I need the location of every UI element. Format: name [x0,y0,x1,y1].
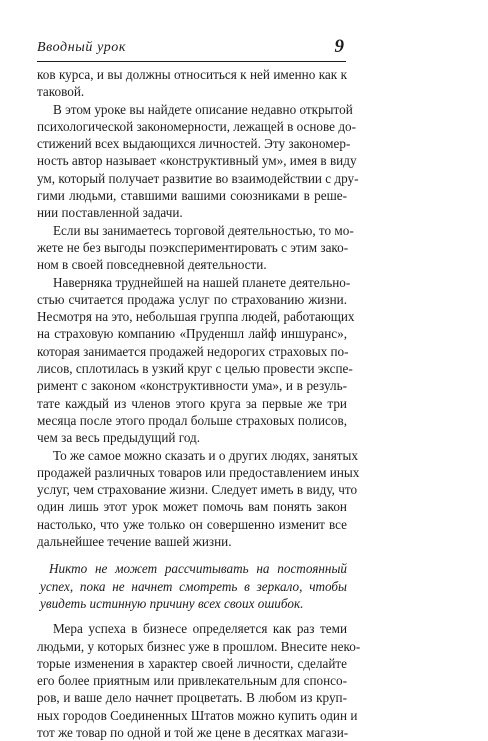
text-line: тот же товар по одной и той же цене в десятках магази- [37,724,349,740]
paragraph [37,447,360,551]
page-number: 9 [334,36,344,57]
text-line: продажей различных товаров или предоставлением иных [37,464,360,480]
text-line: ных городов Соединенных Штатов можно купить один и [37,707,358,723]
paragraph [37,222,354,274]
spacer [37,550,347,560]
text-line: Несмотря на это, небольшая группа людей, работающих [37,309,355,325]
paragraph [37,274,355,447]
text-line: людьми, у которых бизнес уже в прошлом. Внесите неко- [37,638,361,654]
text-line: на страховую компанию «Пруденшл лайф иншуранс», [37,326,347,342]
text-line: Наверняка труднейшей на нашей планете деятельно- [53,274,351,290]
text-line: нии поставленной задачи. [37,205,183,221]
text-line: гими людьми, ставшими вашими союзниками в реше- [37,188,347,204]
paragraph [37,620,361,741]
text-line: ум, который получает развитие во взаимодействии с дру- [37,170,359,186]
text-line: которая занимается продажей недорогих страховых по- [37,343,349,359]
text-line: Мера успеха в бизнесе определяется как раз теми [53,621,347,637]
text-line: таковой. [37,84,85,100]
text-line: ков курса, и вы должны относиться к ней именно как к [37,67,347,82]
text-line: стью считается продажа услуг по страхованию жизни. [37,291,347,307]
text-line: чем за весь предыдущий год. [37,430,201,446]
text-line: один лишь этот урок может помочь вам понять закон [37,499,347,515]
text-line: стижений всех выдающихся личностей. Эту закономер- [37,136,351,152]
spacer [37,612,347,620]
chapter-title: Вводный урок [37,40,127,55]
text-line: психологической закономерности, лежащей в основе до- [37,118,357,134]
paragraph [37,101,359,222]
text-line: месяца после этого продал больше страховых полисов, [37,412,347,428]
text-line: его более приятным или привлекательным для спонсо- [37,673,347,689]
text-line: дальнейшее течение вашей жизни. [37,534,232,550]
running-head [37,36,346,62]
text-line: ров, и ваше дело начнет процветать. В любом из круп- [37,690,347,706]
pull-quote [37,560,347,612]
quote-line: Никто не может рассчитывать на постоянный [49,561,347,577]
quote-line: успех, пока не начнет смотреть в зеркало, чтобы [40,578,347,594]
text-line: услуг, чем страхование жизни. Следует иметь в виду, что [37,482,358,498]
text-line: тате каждый из членов этого круга за первые же три [37,395,347,411]
text-line: торые изменения в характер своей личности, сделайте [37,655,347,671]
text-line: ном в своей повседневной деятельности. [37,257,267,273]
quote-line: увидеть истинную причину всех своих ошибок. [40,595,304,611]
paragraph [37,66,347,101]
text-line: То же самое можно сказать и о других людях, занятых [53,447,358,463]
text-line: Если вы занимаетесь торговой деятельностью, то мо- [53,222,354,238]
text-line: лисов, сплотилась в узкий круг с целью провести экспе- [37,361,353,377]
text-line: В этом уроке вы найдете описание недавно открытой [53,101,353,117]
text-line: настолько, что уже только он совершенно изменит все [37,516,347,532]
text-line: ность автор называет «конструктивный ум», имея в виду [37,153,357,169]
text-line: жете не без выгоды поэкспериментировать с этим зако- [37,239,349,255]
body-text [37,66,361,741]
text-line: римент с законом «конструктивности ума», и в резуль- [37,378,347,394]
